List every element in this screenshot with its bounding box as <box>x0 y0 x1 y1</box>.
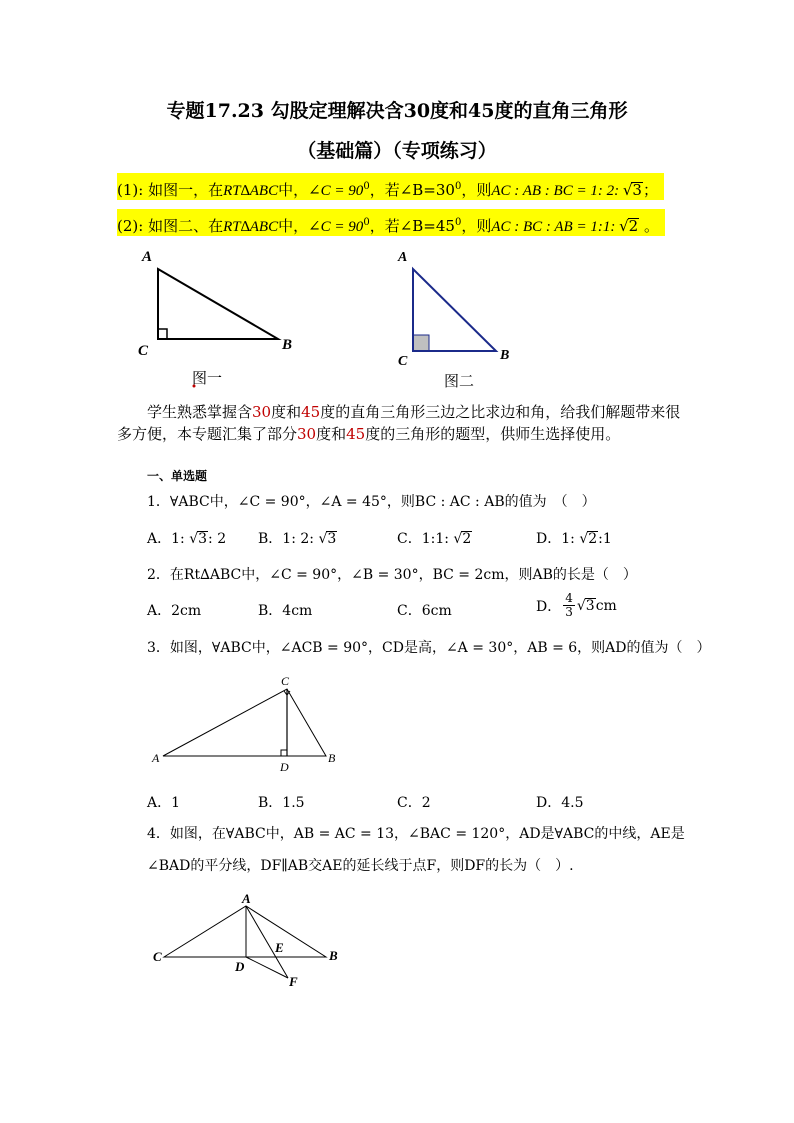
q3-label-c: C <box>281 674 290 688</box>
q2-option-a[interactable]: A．2cm <box>147 603 202 619</box>
q3-label-a: A <box>152 751 160 765</box>
fact1-degree: 0 <box>363 181 370 192</box>
q1-option-b[interactable]: B．1: 2: √3 <box>258 531 337 547</box>
question-4-figure <box>150 890 350 990</box>
q4-label-a: A <box>242 891 251 906</box>
question-2-stem: 2．在Rt∆ABC中，∠C = 90°，∠B = 30°，BC = 2cm，则AB的长是（ ） <box>147 567 637 583</box>
q2-option-d[interactable]: D． $\frac{4}{3}$ √ 3 cm <box>536 591 617 619</box>
figure1-caption: 图一 <box>192 369 223 387</box>
page-subtitle: （基础篇）（专项练习） <box>297 140 497 162</box>
q4-label-b: B <box>329 948 338 963</box>
intro-paragraph: 学生熟悉掌握含30度和45度的直角三角形三边之比求边和角，给我们解题带来很多方便，本专题汇集了部分30度和45度的三角形的题型，供师生选择使用。 <box>117 403 681 443</box>
fact1-ratio: AC : AB : BC = 1: 2: <box>491 183 623 199</box>
fact1-suffix: ； <box>642 181 658 199</box>
q3-label-d: D <box>280 760 289 774</box>
q4-label-d: D <box>235 959 245 974</box>
fact1-angle-c: ∠C = 90 <box>308 183 364 199</box>
q4-label-f: F <box>289 974 298 989</box>
q3-option-b[interactable]: B．1.5 <box>258 795 305 811</box>
fact1-then: ，则 <box>461 181 492 199</box>
q2-option-b[interactable]: B．4cm <box>258 603 313 619</box>
figure2-right-angle <box>413 335 429 351</box>
q3-triangle <box>163 689 326 756</box>
figure1-right-angle <box>158 329 167 339</box>
fact2-then: ，则 <box>461 217 492 235</box>
fact1-angle-b: ，若∠B=30 <box>369 181 455 199</box>
q3-option-a[interactable]: A．1 <box>147 795 181 811</box>
fact2-ratio: AC : BC : AB = 1:1: <box>491 219 620 235</box>
q3-label-b: B <box>328 751 336 765</box>
key-fact-30-degree: (1): 如图一，在RT∆ABC中，∠C = $90^0$，若$\angle B=30^0$，则AC : AB : BC = 1: 2: √3； <box>117 173 664 200</box>
q2-option-c[interactable]: C．6cm <box>397 603 452 619</box>
figure-one <box>130 245 310 390</box>
figure2-label-c: C <box>398 354 408 369</box>
figure1-triangle <box>158 269 278 339</box>
q4-label-e: E <box>275 940 284 955</box>
fact2-suffix: 。 <box>639 217 659 235</box>
q3-option-c[interactable]: C．2 <box>397 795 431 811</box>
figure1-label-c: C <box>138 343 149 359</box>
question-3-figure <box>150 672 350 776</box>
fact2-angle-c: ∠C = 90 <box>308 219 364 235</box>
fact1-prefix: (1): 如图一，在 <box>117 181 224 199</box>
q2-d-root: 3 <box>585 598 595 614</box>
fact2-angle-b: ，若∠B=45 <box>369 217 455 235</box>
fact2-degree: 0 <box>363 217 370 228</box>
key-fact-45-degree: (2): 如图二、在RT∆ABC中，∠C = $90^0$，若$\angle B=45^0$，则AC : BC : AB = 1:1: √2 。 <box>117 209 665 236</box>
figure2-label-b: B <box>500 348 510 363</box>
question-4-stem-line1: 4．如图，在∀ABC中，AB = AC = 13，∠BAC = 120°，AD是∀ABC的中线，AE是 <box>147 826 685 842</box>
figure2-caption: 图二 <box>444 372 475 390</box>
q2-d-numerator: 4 <box>565 591 573 605</box>
fact1-degree-b: 0 <box>454 181 462 192</box>
fact1-root: 3 <box>632 181 642 199</box>
q3-option-d[interactable]: D．4.5 <box>536 795 584 811</box>
figure2-label-a: A <box>398 250 408 265</box>
q4-label-c: C <box>153 949 162 964</box>
fact2-text: 中， <box>278 217 309 235</box>
question-4-stem-line2: ∠BAD的平分线，DF∥AB交AE的延长线于点F，则DF的长为（ ）. <box>147 858 574 874</box>
q1-option-a[interactable]: A．1: √3: 2 <box>147 531 227 547</box>
fact2-root: 2 <box>628 217 639 235</box>
fact2-triangle: RT∆ABC <box>223 219 279 235</box>
fact2-degree-b: 0 <box>454 217 462 228</box>
figure-two <box>392 245 532 395</box>
question-1-stem: 1．∀ABC中，∠C = 90°，∠A = 45°，则BC : AC : AB的值为 （ ） <box>147 494 596 510</box>
figure1-label-b: B <box>282 337 293 353</box>
fact1-triangle: RT∆ABC <box>223 183 279 199</box>
question-3-stem: 3．如图，∀ABC中，∠ACB = 90°，CD是高，∠A = 30°，AB = 6，则AD的值为（ ） <box>147 640 711 656</box>
section-heading: 一、单选题 <box>147 469 208 483</box>
q1-option-d[interactable]: D．1: √2:1 <box>536 531 612 547</box>
q4-triangle <box>164 906 326 957</box>
figure1-label-a: A <box>142 249 153 265</box>
fact2-prefix: (2): 如图二、在 <box>117 217 224 235</box>
q1-option-c[interactable]: C．1:1: √2 <box>397 531 472 547</box>
q2-d-denominator: 3 <box>565 605 573 619</box>
page-title: 专题17.23 勾股定理解决含30度和45度的直角三角形 <box>166 100 628 122</box>
fact1-text: 中， <box>278 181 309 199</box>
